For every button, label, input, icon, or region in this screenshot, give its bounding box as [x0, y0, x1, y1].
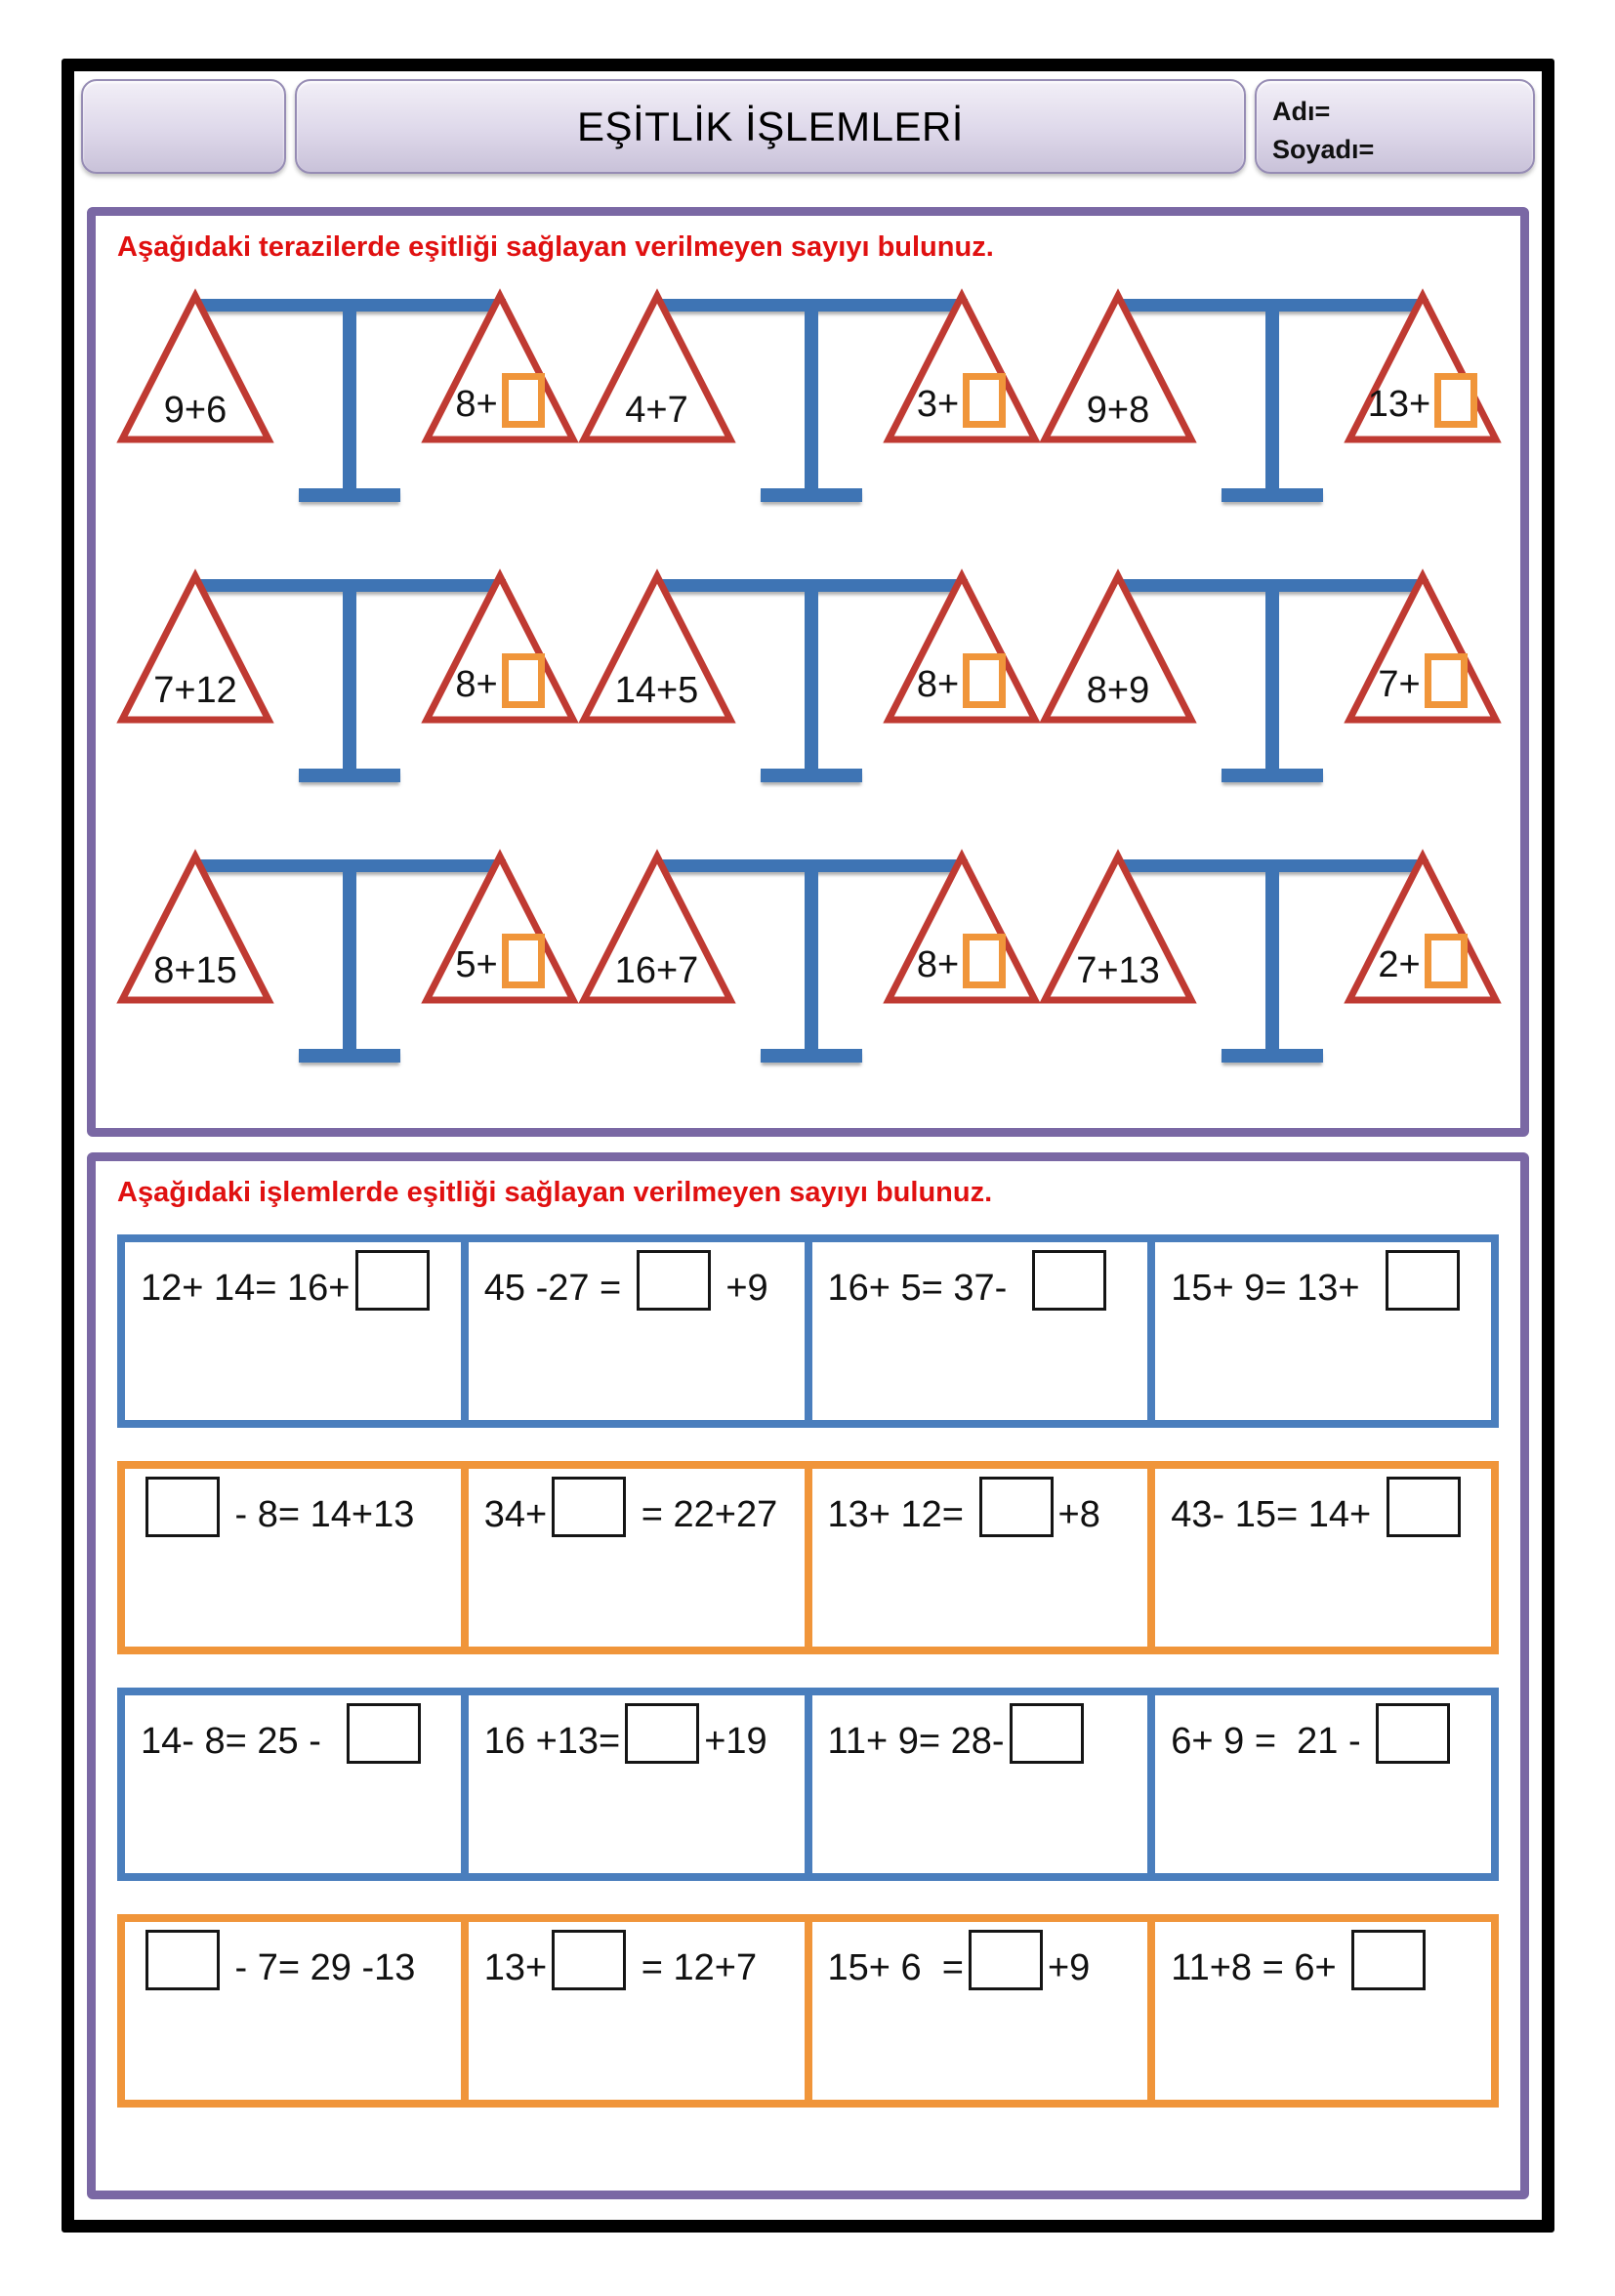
scale-right-pan	[422, 291, 578, 445]
left-expression: 16+7	[614, 950, 699, 991]
answer-box[interactable]	[552, 1477, 626, 1537]
answer-box[interactable]	[502, 653, 545, 708]
equation-pre: 14- 8= 25 -	[141, 1721, 342, 1763]
scale-post-icon	[1265, 859, 1279, 1053]
scale-post-icon	[805, 859, 818, 1053]
equation-rows	[117, 1234, 1499, 2108]
balance-scale	[579, 289, 1038, 516]
left-expression: 4+7	[625, 390, 688, 431]
scale-left-pan	[579, 291, 735, 445]
scale-left-pan	[1040, 571, 1196, 726]
answer-box[interactable]	[1010, 1703, 1084, 1764]
right-expression	[422, 938, 578, 992]
equation-cell	[805, 1242, 1148, 1420]
equation-pre: 11+ 9= 28-	[827, 1721, 1005, 1763]
equation-pre: 15+ 6 =	[827, 1947, 964, 1989]
scale-row	[117, 569, 1499, 796]
equation-cell	[805, 1922, 1148, 2100]
left-expression: 8+9	[1086, 670, 1150, 711]
balance-scale	[579, 569, 1038, 796]
equation-pre: 16 +13=	[483, 1721, 621, 1763]
equation-pre: 43- 15= 14+	[1171, 1494, 1382, 1536]
right-expression-text: 8+	[455, 383, 498, 425]
equation-post: +9	[1047, 1947, 1091, 1989]
answer-box[interactable]	[502, 373, 545, 428]
scale-right-pan	[1345, 852, 1501, 1006]
scale-base-icon	[1222, 769, 1323, 782]
balance-scale	[117, 289, 576, 516]
scale-left-pan	[1040, 852, 1196, 1006]
equation-cell	[461, 1469, 805, 1647]
scale-right-pan	[884, 852, 1040, 1006]
balance-scale	[1040, 289, 1499, 516]
answer-box[interactable]	[145, 1930, 220, 1990]
balance-scale	[1040, 569, 1499, 796]
equation-cell	[805, 1469, 1148, 1647]
name-label[interactable]: Adı=	[1272, 97, 1331, 126]
balance-scale	[1040, 850, 1499, 1076]
answer-box[interactable]	[502, 934, 545, 988]
equation-post: +19	[704, 1721, 767, 1763]
answer-box[interactable]	[969, 1930, 1043, 1990]
answer-box[interactable]	[963, 373, 1006, 428]
right-expression-text: 7+	[1378, 663, 1421, 705]
scale-base-icon	[761, 1049, 862, 1063]
equation-pre: 45 -27 =	[483, 1268, 632, 1310]
scale-base-icon	[299, 488, 400, 502]
scale-right-pan	[1345, 291, 1501, 445]
scale-base-icon	[299, 769, 400, 782]
answer-box[interactable]	[979, 1477, 1054, 1537]
left-expression: 7+12	[153, 670, 237, 711]
right-expression	[884, 938, 1040, 992]
scale-base-icon	[299, 1049, 400, 1063]
scale-base-icon	[1222, 488, 1323, 502]
equation-pre: 16+ 5= 37-	[827, 1268, 1028, 1310]
equation-post: - 7= 29 -13	[225, 1947, 416, 1989]
scale-right-pan	[1345, 571, 1501, 726]
equation-cell	[125, 1469, 461, 1647]
answer-box[interactable]	[1387, 1477, 1461, 1537]
scale-left-pan	[117, 291, 273, 445]
right-expression	[422, 377, 578, 432]
equation-cell	[461, 1922, 805, 2100]
answer-box[interactable]	[145, 1477, 220, 1537]
left-expression: 9+6	[163, 390, 228, 431]
right-expression	[884, 377, 1040, 432]
equation-cell	[461, 1695, 805, 1873]
equation-cell	[1147, 1469, 1491, 1647]
equations-instruction: Aşağıdaki işlemlerde eşitliği sağlayan verilmeyen sayıyı bulunuz.	[117, 1177, 993, 1208]
equations-section	[87, 1152, 1529, 2199]
scale-left-pan	[117, 852, 273, 1006]
answer-box[interactable]	[1434, 373, 1477, 428]
scale-left-pan	[117, 571, 273, 726]
right-expression-text: 2+	[1378, 943, 1421, 985]
scale-row	[117, 850, 1499, 1076]
right-expression	[1345, 657, 1501, 712]
answer-box[interactable]	[1425, 934, 1468, 988]
right-expression-text: 5+	[455, 943, 498, 985]
right-expression	[884, 657, 1040, 712]
right-expression-text: 13+	[1367, 383, 1431, 425]
answer-box[interactable]	[637, 1250, 711, 1311]
answer-box[interactable]	[625, 1703, 699, 1764]
right-expression-text: 3+	[916, 383, 960, 425]
equation-post: +8	[1057, 1494, 1100, 1536]
balance-scale	[117, 850, 576, 1076]
scales-grid	[117, 289, 1499, 1076]
equation-row-blue	[117, 1234, 1499, 1428]
scale-row	[117, 289, 1499, 516]
equation-cell	[125, 1242, 461, 1420]
equation-post: - 8= 14+13	[225, 1494, 415, 1536]
scale-post-icon	[805, 299, 818, 492]
answer-box[interactable]	[355, 1250, 430, 1311]
equation-pre: 13+	[483, 1947, 548, 1989]
right-expression	[422, 657, 578, 712]
scale-right-pan	[422, 571, 578, 726]
page-title-text: EŞİTLİK İŞLEMLERİ	[577, 103, 964, 149]
right-expression-text: 8+	[916, 943, 960, 985]
answer-box[interactable]	[1376, 1703, 1450, 1764]
scale-post-icon	[805, 579, 818, 772]
equation-pre: 34+	[483, 1494, 548, 1536]
equation-row-orange	[117, 1914, 1499, 2108]
answer-box[interactable]	[1351, 1930, 1426, 1990]
balance-scale	[117, 569, 576, 796]
equation-cell	[805, 1695, 1148, 1873]
equation-cell	[1147, 1242, 1491, 1420]
answer-box[interactable]	[552, 1930, 626, 1990]
scale-left-pan	[579, 852, 735, 1006]
equation-cell	[125, 1695, 461, 1873]
right-expression-text: 8+	[455, 663, 498, 705]
scale-right-pan	[884, 291, 1040, 445]
equation-pre: 12+ 14= 16+	[141, 1268, 351, 1310]
equation-cell	[1147, 1695, 1491, 1873]
scales-section	[87, 207, 1529, 1137]
right-expression-text: 8+	[916, 663, 960, 705]
answer-box[interactable]	[1386, 1250, 1460, 1311]
equation-post: = 12+7	[631, 1947, 758, 1989]
left-expression: 9+8	[1086, 390, 1150, 431]
left-expression: 8+15	[153, 950, 237, 991]
name-fields-box	[1255, 79, 1535, 174]
scale-post-icon	[343, 579, 356, 772]
scale-left-pan	[579, 571, 735, 726]
equation-pre: 15+ 9= 13+	[1171, 1268, 1381, 1310]
equation-row-blue	[117, 1688, 1499, 1881]
answer-box[interactable]	[963, 934, 1006, 988]
right-expression	[1345, 377, 1501, 432]
scale-post-icon	[343, 299, 356, 492]
scale-post-icon	[1265, 299, 1279, 492]
worksheet-frame	[62, 59, 1554, 2233]
scale-base-icon	[1222, 1049, 1323, 1063]
right-expression	[1345, 938, 1501, 992]
left-expression: 14+5	[614, 670, 699, 711]
header	[81, 79, 1535, 174]
scale-right-pan	[422, 852, 578, 1006]
scale-left-pan	[1040, 291, 1196, 445]
answer-box[interactable]	[963, 653, 1006, 708]
equation-cell	[125, 1922, 461, 2100]
equation-pre: 11+8 = 6+	[1171, 1947, 1347, 1989]
answer-box[interactable]	[1425, 653, 1468, 708]
scale-post-icon	[1265, 579, 1279, 772]
page-title	[295, 79, 1246, 174]
answer-box[interactable]	[1032, 1250, 1106, 1311]
balance-scale	[579, 850, 1038, 1076]
equation-row-orange	[117, 1461, 1499, 1654]
answer-box[interactable]	[347, 1703, 421, 1764]
equation-post: +9	[715, 1268, 768, 1310]
equation-post: = 22+27	[631, 1494, 778, 1536]
equation-cell	[1147, 1922, 1491, 2100]
surname-label[interactable]: Soyadı=	[1272, 135, 1375, 165]
scale-base-icon	[761, 488, 862, 502]
equation-pre: 13+ 12=	[827, 1494, 974, 1536]
left-expression: 7+13	[1076, 950, 1160, 991]
scale-base-icon	[761, 769, 862, 782]
scale-post-icon	[343, 859, 356, 1053]
header-left-box	[81, 79, 286, 174]
scales-instruction: Aşağıdaki terazilerde eşitliği sağlayan verilmeyen sayıyı bulunuz.	[117, 231, 994, 263]
equation-cell	[461, 1242, 805, 1420]
equation-pre: 6+ 9 = 21 -	[1171, 1721, 1372, 1763]
scale-right-pan	[884, 571, 1040, 726]
